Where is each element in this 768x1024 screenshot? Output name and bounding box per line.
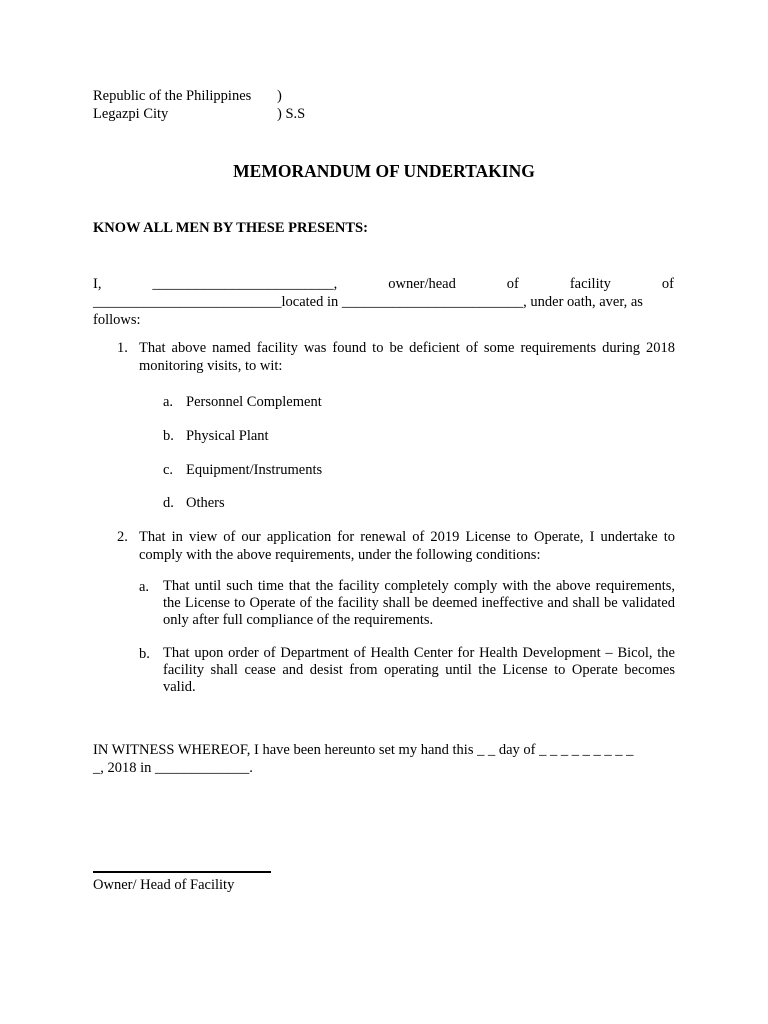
document-subtitle: KNOW ALL MEN BY THESE PRESENTS:: [93, 220, 368, 236]
intro-word: of: [661, 276, 674, 292]
venue-city-paren: ) S.S: [277, 106, 306, 122]
subitem-text: Physical Plant: [186, 428, 269, 444]
witness-line-2: _, 2018 in _____________.: [93, 760, 253, 776]
venue-country: Republic of the Philippines: [93, 88, 252, 104]
intro-word: I,: [93, 276, 102, 292]
subitem-text: That until such time that the facility completely comply with the above requirements, the License to Operate of the facility shall be deemed ineffective and shall be validated only after full compliance of the requirements.: [163, 578, 675, 628]
venue-city-line: [93, 105, 353, 123]
subitem-text: Personnel Complement: [186, 394, 322, 410]
subitem-text: That upon order of Department of Health Center for Health Development – Bicol, the facility shall cease and desist from operating until the License to Operate becomes valid.: [163, 645, 675, 695]
subitem-text: Others: [186, 495, 225, 511]
subitem-letter: c.: [163, 462, 174, 478]
subitem-letter: d.: [163, 495, 174, 511]
item-text: That above named facility was found to be deficient of some requirements during 2018 monitoring visits, to wit:: [139, 340, 675, 374]
intro-line-2: __________________________located in _________________________, under oath, aver, as: [93, 294, 643, 310]
intro-word: of: [506, 276, 519, 292]
subitem-letter: b.: [163, 428, 174, 444]
item-number: 2.: [117, 529, 128, 545]
intro-word: owner/head: [388, 276, 456, 292]
document-title: MEMORANDUM OF UNDERTAKING: [233, 161, 535, 181]
intro-line-3: follows:: [93, 312, 141, 328]
item-number: 1.: [117, 340, 128, 356]
signature-line: [93, 871, 271, 873]
witness-line-1: IN WITNESS WHEREOF, I have been hereunto set my hand this _ _ day of _ _ _ _ _ _ _ _ _: [93, 742, 634, 758]
intro-word: facility: [569, 276, 611, 292]
subitem-letter: b.: [139, 646, 150, 662]
signature-label: Owner/ Head of Facility: [93, 877, 235, 893]
subitem-letter: a.: [139, 579, 150, 595]
venue-country-paren: ): [277, 88, 282, 104]
subitem-text: Equipment/Instruments: [186, 462, 323, 478]
venue-city: Legazpi City: [93, 106, 169, 122]
intro-line-1: [93, 275, 674, 293]
subitem-letter: a.: [163, 394, 174, 410]
item-text: That in view of our application for renewal of 2019 License to Operate, I undertake to comply with the above requirements, under the following conditions:: [139, 529, 675, 563]
name-blank: _________________________,: [152, 276, 338, 292]
venue-country-line: [93, 87, 353, 105]
